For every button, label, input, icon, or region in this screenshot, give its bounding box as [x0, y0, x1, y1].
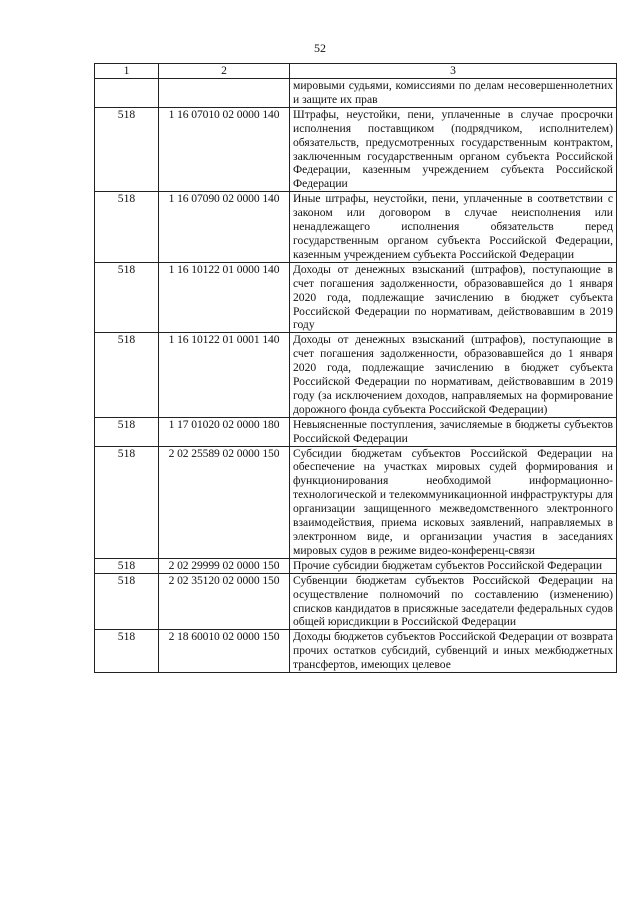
column-header-1: 1 [95, 64, 159, 79]
revenue-name-cell: Доходы бюджетов субъектов Российской Федерации от возврата прочих остатков субсидий, субвенций и иных межбюджетных трансфертов, имеющих целевое [290, 630, 617, 673]
revenue-code-cell: 2 18 60010 02 0000 150 [159, 630, 290, 673]
column-header-3: 3 [290, 64, 617, 79]
revenue-code-cell: 2 02 29999 02 0000 150 [159, 558, 290, 573]
table-row [95, 417, 617, 446]
admin-code-cell: 518 [95, 192, 159, 263]
page-number: 52 [314, 41, 326, 55]
revenue-name-cell: Доходы от денежных взысканий (штрафов), поступающие в счет погашения задолженности, образовавшейся до 1 января 2020 года, подлежащие зачислению в бюджет субъекта Российской Федерации по нормативам, действовавшим в 2019 году (за исключением доходов, направляемых на формирование дорожного фонда субъекта Российской Федерации) [290, 333, 617, 417]
admin-code-cell: 518 [95, 333, 159, 417]
revenue-code-cell: 1 17 01020 02 0000 180 [159, 417, 290, 446]
column-header-2: 2 [159, 64, 290, 79]
revenue-codes-table [94, 63, 617, 673]
table-row [95, 107, 617, 191]
table-row [95, 262, 617, 333]
revenue-name-cell: Субвенции бюджетам субъектов Российской Федерации на осуществление полномочий по составлению (изменению) списков кандидатов в присяжные заседатели федеральных судов общей юрисдикции в Российской Федерации [290, 573, 617, 630]
table-header-row [95, 64, 617, 79]
revenue-code-cell: 1 16 07010 02 0000 140 [159, 107, 290, 191]
table-row [95, 446, 617, 558]
revenue-name-cell: Невыясненные поступления, зачисляемые в бюджеты субъектов Российской Федерации [290, 417, 617, 446]
admin-code-cell: 518 [95, 262, 159, 333]
revenue-name-cell: Субсидии бюджетам субъектов Российской Федерации на обеспечение на участках мировых судей формирования и функционирования необходимой информационно-технологической и телекоммуникационной инфраструктуры для организации защищенного межведомственного электронного взаимодействия, приема исковых заявлений, направляемых в электронном виде, и организации участия в заседаниях мировых судов в режиме видео-конференц-связи [290, 446, 617, 558]
revenue-name-cell: Иные штрафы, неустойки, пени, уплаченные в соответствии с законом или договором в случае неисполнения или ненадлежащего исполнения обязательств перед государственным органом субъекта Российской Федерации, казенным учреждением субъекта Российской Федерации [290, 192, 617, 263]
revenue-code-cell: 1 16 10122 01 0001 140 [159, 333, 290, 417]
revenue-name-cell: Прочие субсидии бюджетам субъектов Российской Федерации [290, 558, 617, 573]
admin-code-cell: 518 [95, 107, 159, 191]
table-row [95, 558, 617, 573]
revenue-code-cell: 1 16 07090 02 0000 140 [159, 192, 290, 263]
table-row [95, 333, 617, 417]
revenue-code-cell: 1 16 10122 01 0000 140 [159, 262, 290, 333]
table-row [95, 79, 617, 108]
revenue-name-cell: Доходы от денежных взысканий (штрафов), поступающие в счет погашения задолженности, образовавшейся до 1 января 2020 года, подлежащие зачислению в бюджет субъекта Российской Федерации по нормативам, действовавшим в 2019 году [290, 262, 617, 333]
admin-code-cell: 518 [95, 573, 159, 630]
admin-code-cell: 518 [95, 630, 159, 673]
table-row [95, 192, 617, 263]
revenue-name-cell: мировыми судьями, комиссиями по делам несовершеннолетних и защите их прав [290, 79, 617, 108]
revenue-code-cell: 2 02 25589 02 0000 150 [159, 446, 290, 558]
admin-code-cell: 518 [95, 446, 159, 558]
table-row [95, 573, 617, 630]
admin-code-cell [95, 79, 159, 108]
revenue-code-cell: 2 02 35120 02 0000 150 [159, 573, 290, 630]
revenue-name-cell: Штрафы, неустойки, пени, уплаченные в случае просрочки исполнения поставщиком (подрядчиком, исполнителем) обязательств, предусмотренных государственным контрактом, заключенным государственным органом субъекта Российской Федерации, казенным учреждением субъекта Российской Федерации [290, 107, 617, 191]
admin-code-cell: 518 [95, 417, 159, 446]
revenue-code-cell [159, 79, 290, 108]
table-row [95, 630, 617, 673]
admin-code-cell: 518 [95, 558, 159, 573]
